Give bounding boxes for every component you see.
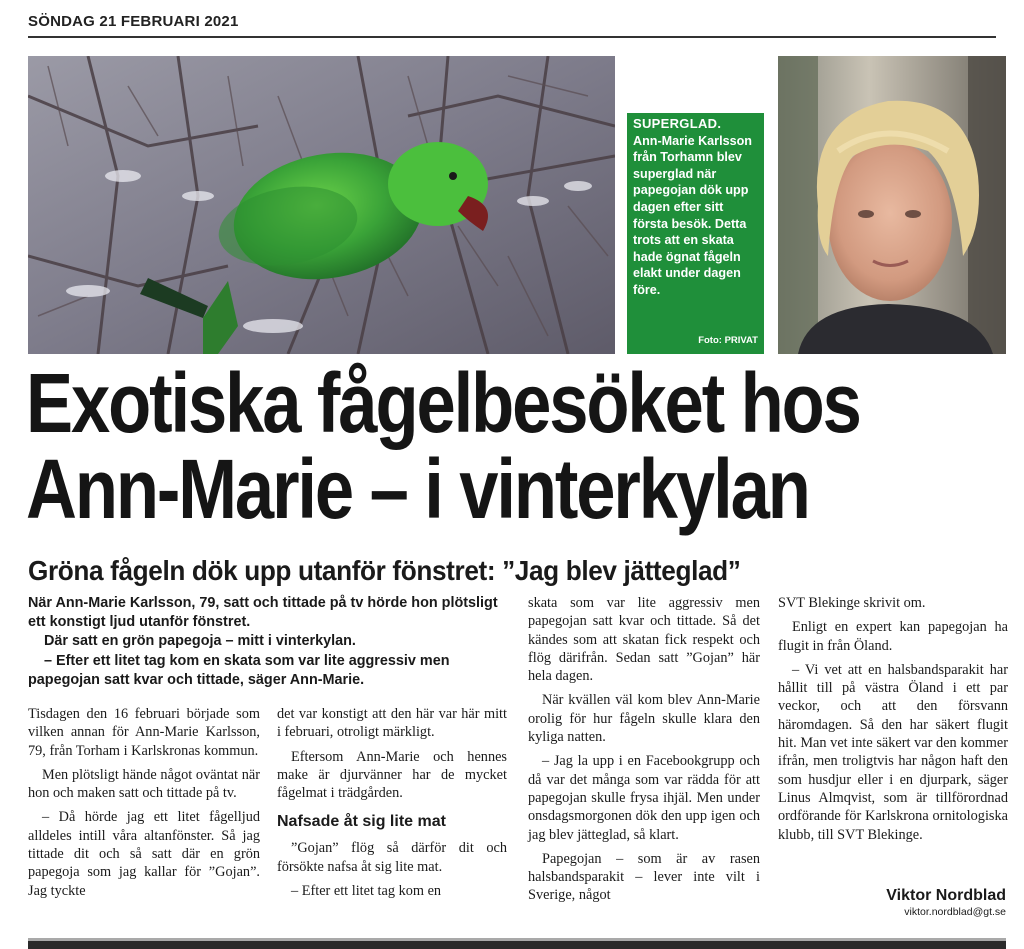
caption-text: Ann-Marie Karlsson från Torhamn blev superglad när papegojan dök upp dagen efter sitt första besök. Detta trots att en skata hade ögnat fågeln elakt under dagen före. [633,133,752,297]
body-paragraph: Tisdagen den 16 februari började som vilken annan för Ann-Marie Karlsson, 79, från Torham i Karlskronas kommun. [28,706,260,759]
caption-kicker: SUPERGLAD. [633,116,722,131]
body-paragraph: – Vi vet att en halsbandsparakit har hållit till på västra Öland i ett par veckor, och att den försvann häromdagen. Så den har säkert flugit hit. Man vet inte säkert var den kommer ifrån, men troligtvis har någon haft den som husdjur eller i en djurpark, säger Linus Almqvist, som är tillförordnad ordförande för Karlskrona ornitologiska klubb, till SVT Blekinge. [778,661,1008,843]
body-paragraph: skata som var lite aggressiv men papegojan satt kvar och tittade. Så det kändes som att skatan fick respekt och flög därifrån. Sedan satt ”Gojan” här hela dagen. [528,595,760,685]
lead-line-3: – Efter ett litet tag kom en skata som var lite aggressiv men papegojan satt kvar och tittade, säger Ann-Marie. [28,652,450,688]
body-paragraph: Men plötsligt hände något oväntat när hon och maken satt och tittade på tv. [28,766,260,802]
photo-credit: Foto: PRIVAT [698,335,758,347]
photo-caption [627,113,764,354]
body-paragraph: SVT Blekinge skrivit om. [778,595,926,611]
section-heading: Nafsade åt sig lite mat [277,813,446,831]
body-paragraph: det var konstigt att den här var här mitt i februari, otroligt märkligt. [277,706,507,741]
parrot-photo [28,56,615,354]
body-paragraph: När kvällen väl kom blev Ann-Marie orolig för hur fågeln skulle klara den kyliga natten. [528,692,760,746]
lead-line-1: När Ann-Marie Karlsson, 79, satt och tittade på tv hörde hon plötsligt ett konstigt ljud utanför fönstret. [28,595,498,631]
top-rule [28,36,996,38]
lead-paragraph [28,594,518,690]
headline-line-2: Ann-Marie – i vinterkylan [26,442,809,536]
body-paragraph: – Då hörde jag ett litet fågelljud alldeles intill våra altanfönster. Så jag tittade dit och så satt där en grön papegoja som jag kallar för ”Gojan”. Jag tyckte [28,809,260,899]
headline-line-1: Exotiska fågelbesöket hos [26,356,860,450]
body-paragraph: Papegojan – som är av rasen halsbandsparakit – lever inte vilt i Sverige, något [528,850,760,904]
portrait-photo [778,56,1006,354]
dateline: SÖNDAG 21 FEBRUARI 2021 [28,13,239,30]
bottom-strip [28,938,1006,949]
byline-name: Viktor Nordblad [886,887,1006,904]
byline-email[interactable]: viktor.nordblad@gt.se [904,906,1006,918]
body-column-3 [528,594,760,911]
body-column-4 [778,594,1008,850]
body-column-2 [277,705,507,906]
subheadline: Gröna fågeln dök upp utanför fönstret: ”Jag blev jätteglad” [28,555,741,586]
headline [26,356,860,536]
body-paragraph: – Efter ett litet tag kom en [291,883,442,900]
portrait-illustration [778,56,1006,354]
byline [886,887,1006,918]
body-paragraph: Eftersom Ann-Marie och hennes make är djurvänner har de mycket fågelmat i trädgården. [277,748,507,802]
parrot-illustration [28,56,615,354]
body-column-1 [28,705,260,906]
body-paragraph: Enligt en expert kan papegojan ha flugit in från Öland. [778,619,1008,654]
body-paragraph: – Jag la upp i en Facebookgrupp och då var det många som var rädda för att papegojan skulle frysa ihjäl. Men under onsdagsmorgonen dök den upp igen och jag blev jätteglad, så klart. [528,753,760,843]
body-paragraph: ”Gojan” flög så därför dit och försökte nafsa åt sig lite mat. [277,840,507,875]
lead-line-2: Där satt en grön papegoja – mitt i vinterkylan. [44,633,356,650]
